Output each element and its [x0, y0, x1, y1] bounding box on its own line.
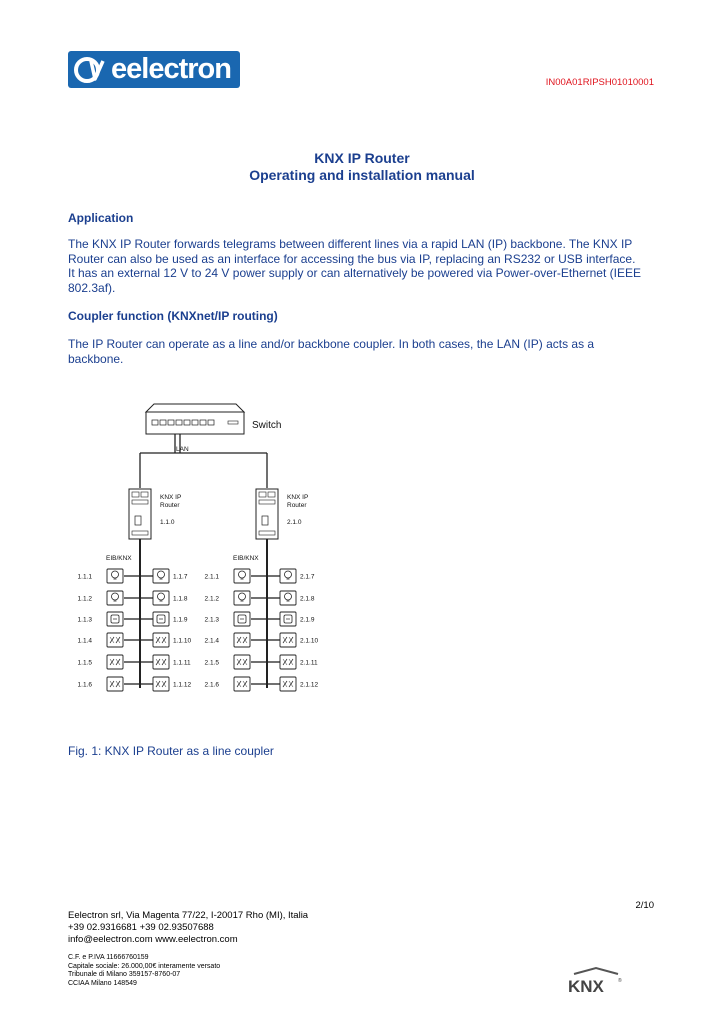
- actuator-icon: [234, 655, 250, 669]
- device-address: 2.1.5: [204, 659, 219, 667]
- eelectron-logo: [68, 51, 240, 88]
- page-subtitle: Operating and installation manual: [249, 167, 475, 183]
- switch-box: [146, 412, 244, 434]
- device-address: 2.1.1: [204, 573, 219, 581]
- actuator-icon: [280, 633, 296, 647]
- coupler-heading: Coupler function (KNXnet/IP routing): [68, 309, 278, 323]
- application-paragraph: [68, 237, 656, 296]
- device-address: 2.1.11: [300, 659, 318, 667]
- coupler-paragraph: [68, 337, 656, 366]
- page-title: KNX IP Router: [314, 150, 410, 166]
- router-address: 2.1.0: [287, 519, 302, 526]
- actuator-icon: [153, 677, 169, 691]
- svg-text:®: ®: [618, 978, 622, 984]
- switch-top: [146, 404, 244, 412]
- device-address: 2.1.10: [300, 637, 319, 645]
- application-line: It has an external 12 V to 24 V power supply or can alternatively be powered via Power-over-Ethernet (IEEE: [68, 266, 641, 281]
- device-address: 1.1.8: [173, 595, 188, 603]
- switch-label: Switch: [252, 420, 282, 431]
- router-name: Router: [160, 502, 180, 509]
- bus-label: EIB/KNX: [233, 555, 259, 562]
- actuator-icon: [107, 655, 123, 669]
- actuator-icon: [234, 633, 250, 647]
- device-address: 1.1.3: [77, 616, 92, 624]
- device-address: 2.1.7: [300, 573, 315, 581]
- figure-caption: Fig. 1: KNX IP Router as a line coupler: [68, 744, 274, 758]
- company-legal-info: [68, 954, 220, 988]
- page-number: 2/10: [635, 900, 654, 911]
- device-address: 1.1.6: [77, 681, 92, 689]
- router-name: KNX IP: [160, 494, 182, 501]
- device-address: 1.1.1: [77, 573, 92, 581]
- device-address: 1.1.5: [77, 659, 92, 667]
- device-address: 1.1.11: [173, 659, 191, 667]
- network-diagram: [77, 400, 380, 700]
- actuator-icon: [153, 655, 169, 669]
- actuator-icon: [153, 633, 169, 647]
- coupler-line: backbone.: [68, 351, 124, 366]
- company-address: [68, 910, 308, 946]
- actuator-icon: [107, 677, 123, 691]
- actuator-icon: [107, 633, 123, 647]
- legal-line: Capitale sociale: 26.000,00€ interamente versato: [68, 962, 221, 970]
- actuator-icon: [280, 655, 296, 669]
- device-address: 2.1.6: [204, 681, 219, 689]
- bus-label: EIB/KNX: [106, 555, 132, 562]
- contact-line: info@eelectron.com www.eelectron.com: [68, 934, 238, 945]
- device-address: 2.1.8: [300, 595, 315, 603]
- document-id: IN00A01RIPSH01010001: [545, 77, 654, 88]
- phone-line: +39 02.9316681 +39 02.93507688: [68, 922, 214, 933]
- device-address: 2.1.3: [204, 616, 219, 624]
- application-line: The KNX IP Router forwards telegrams between different lines via a rapid LAN (IP) backbone. The KNX IP: [68, 237, 633, 251]
- router-name: KNX IP: [287, 494, 309, 501]
- device-address: 1.1.7: [173, 573, 188, 581]
- router-address: 1.1.0: [160, 519, 175, 526]
- actuator-icon: [234, 677, 250, 691]
- device-address: 1.1.2: [77, 595, 92, 603]
- knx-logo: [566, 968, 626, 994]
- application-line: 802.3af).: [68, 281, 116, 296]
- knx-logo-text: KNX: [568, 977, 604, 996]
- device-address: 2.1.12: [300, 681, 319, 689]
- lan-label: LAN: [176, 446, 189, 453]
- legal-line: CCIAA Milano 148549: [68, 979, 137, 987]
- device-address: 2.1.9: [300, 616, 315, 624]
- logo-mark-icon: [73, 55, 109, 85]
- device-address: 1.1.10: [173, 637, 192, 645]
- actuator-icon: [280, 677, 296, 691]
- device-address: 1.1.4: [77, 637, 92, 645]
- legal-line: Tribunale di Milano 359157-8760-07: [68, 971, 181, 978]
- address-line: Eelectron srl, Via Magenta 77/22, I-20017 Rho (MI), Italia: [68, 910, 309, 921]
- device-address: 2.1.4: [204, 637, 219, 645]
- logo-text: eelectron: [111, 53, 231, 85]
- coupler-line: The IP Router can operate as a line and/or backbone coupler. In both cases, the LAN (IP) acts as a: [68, 337, 595, 351]
- device-address: 1.1.9: [173, 616, 188, 624]
- device-address: 1.1.12: [173, 681, 192, 689]
- router-module: [129, 489, 151, 539]
- router-name: Router: [287, 502, 307, 509]
- legal-line: C.F. e P.IVA 11666760159: [68, 954, 149, 961]
- device-address: 2.1.2: [204, 595, 219, 603]
- application-heading: Application: [68, 211, 134, 225]
- application-line: Router can also be used as an interface for accessing the bus via IP, replacing an RS232 or USB interface.: [68, 251, 636, 266]
